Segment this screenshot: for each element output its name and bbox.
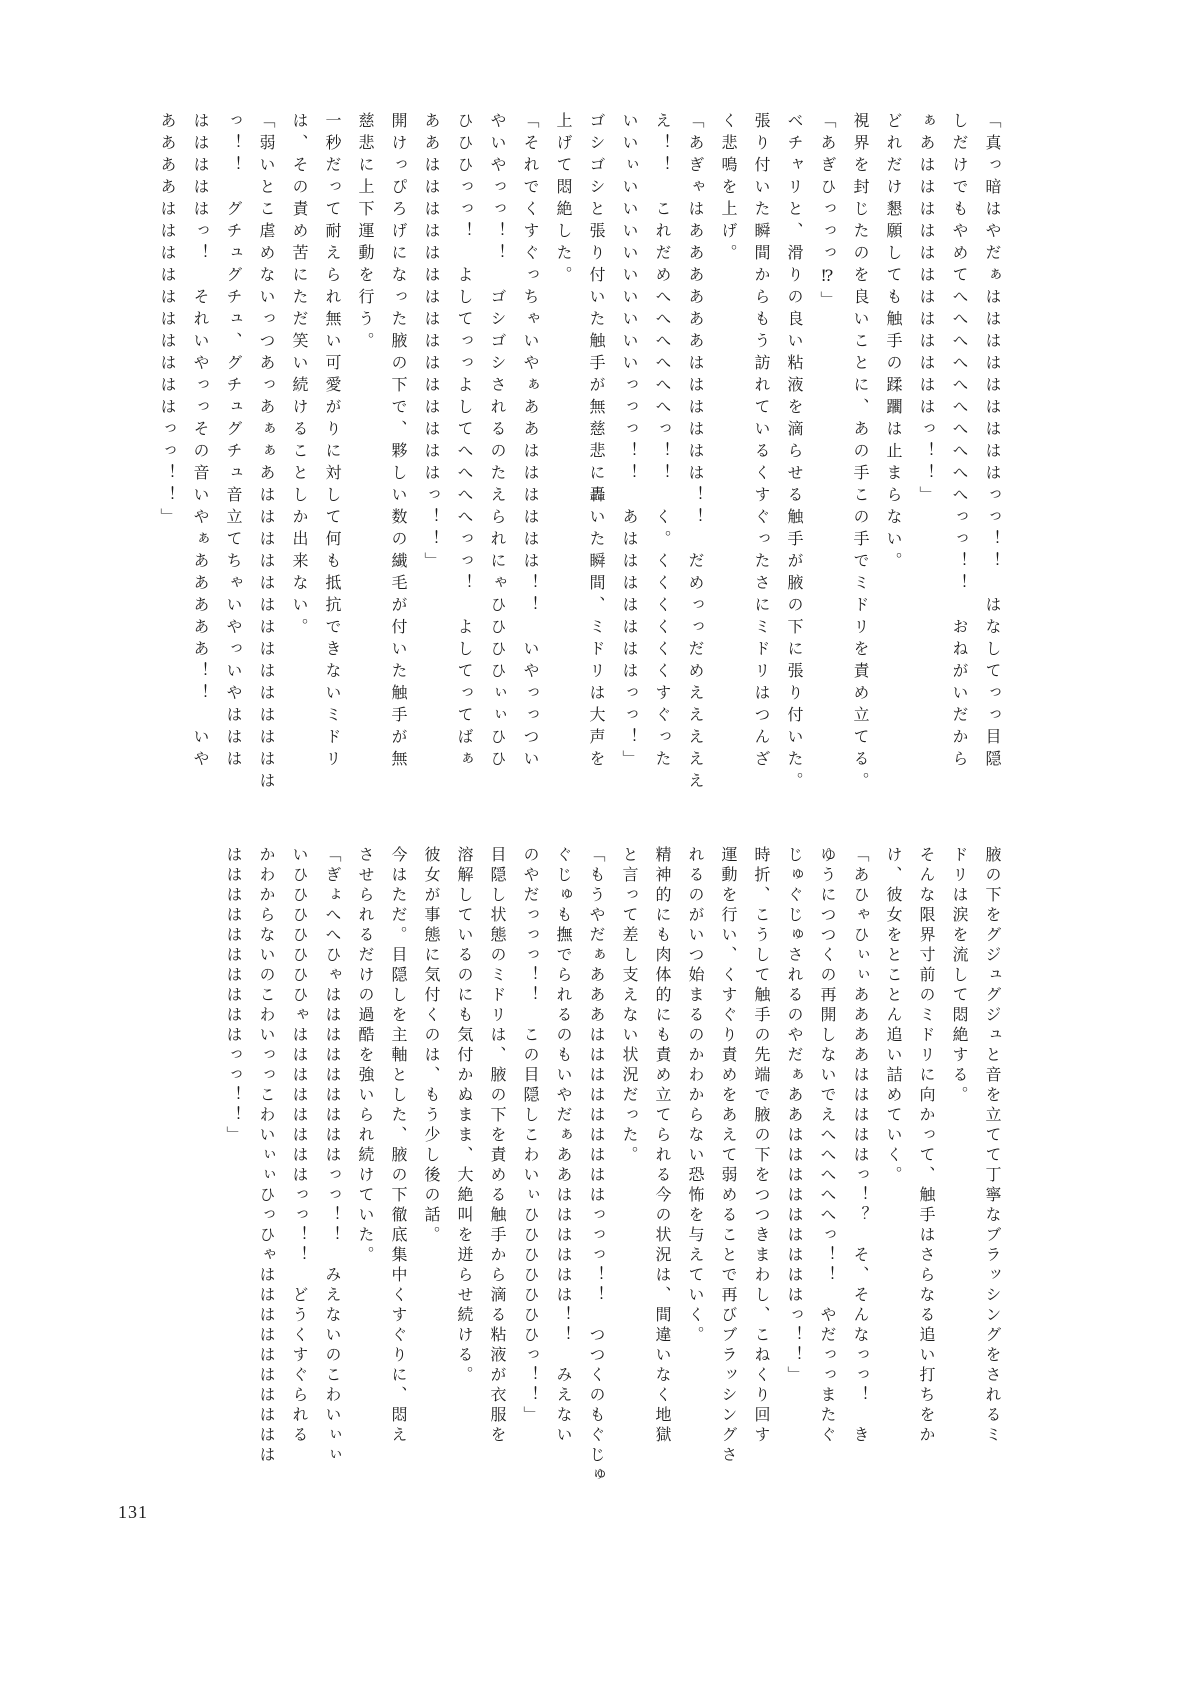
text-column: く悲鳴を上げ。 [719,112,736,266]
text-column: ゆうにつつくの再開しないでえへへへへへっ！！ やだっっまたぐ [818,846,835,1446]
text-column: いいぃいいいいいいいいいっっっ！！ あはははははははっっ！」 [620,112,637,772]
text-column: 「ぎょへへひゃはははははははははっっ！！ みえないのこわいぃぃ [323,846,340,1466]
text-column: そんな限界寸前のミドリに向かって、触手はさらなる追い打ちをか [917,846,934,1446]
text-column: ああああははははははははははっっ！！」 [158,112,175,530]
page-number: 131 [118,1502,148,1522]
text-column: 張り付いた瞬間からもう訪れているくすぐったさにミドリはつんざ [752,112,769,772]
text-column: え！！ これだめへへへへへへっ！！ く。くくくくくくすぐった [653,112,670,772]
text-column: じゅぐじゅされるのやだぁああはははははははははっ！！」 [785,846,802,1386]
text-column: 彼女が事態に気付くのは、もう少し後の話。 [422,846,439,1246]
text-column: 腋の下をグジュグジュと音を立てて丁寧なブラッシングをされるミ [983,846,1000,1446]
text-column: 「真っ暗はやだぁはははははははははっっ！！ はなしてっっ目隠 [983,112,1000,772]
text-column: ぐじゅも撫でられるのもいやだぁああはははははは！！ みえない [554,846,571,1446]
text-column: ひひひっっ！ よしてっっよしてへへへへっっ！ よしてってばぁ [455,112,472,772]
text-column: 上げて悶絶した。 [554,112,571,288]
text-column: 運動を行い、くすぐり責めをあえて弱めることで再びブラッシングさ [719,846,736,1466]
text-column: やいやっっ！！ ゴシゴシされるのたえられにゃひひひひぃぃひひ [488,112,505,772]
text-block-top [150,112,1008,826]
text-column: 時折、こうして触手の先端で腋の下をつつきまわし、こねくり回す [752,846,769,1446]
text-column: ぁあははははははははははははっ！！」 [917,112,934,508]
text-column: れるのがいつ始まるのかわからない恐怖を与えていく。 [686,846,703,1346]
text-column: 「弱いとこ虐めないっつあっあぁぁあはははははははははははははは [257,112,274,794]
text-column: 視界を封じたのを良いことに、あの手この手でミドリを責め立てる。 [851,112,868,794]
text-column: はははははっ！ それいやっっその音いやぁあああああ！！ いや [191,112,208,772]
text-column: 「あぎひっっっ⁉」 [818,112,835,313]
text-column: け、彼女をとことん追い詰めていく。 [884,846,901,1186]
text-column: 目隠し状態のミドリは、腋の下を責める触手から滴る粘液が衣服を [488,846,505,1446]
text-column: と言って差し支えない状況だった。 [620,846,637,1166]
text-column: 「あひゃひぃぃああああはははははっ！？ そ、そんなっっ！ き [851,846,868,1446]
text-column: 一秒だって耐えられ無い可愛がりに対して何も抵抗できないミドリ [323,112,340,772]
text-column: しだけでもやめてへへへへへへへへへへっっ！！ おねがいだから [950,112,967,772]
text-column: ああはははははははははははははははっ！！」 [422,112,439,574]
text-column: ゴシゴシと張り付いた触手が無慈悲に轟いた瞬間、ミドリは大声を [587,112,604,772]
text-column: 「それでくすぐっちゃいやぁああはははははは！！ いやっっつい [521,112,538,772]
text-column: ははははははははははっっ！！」 [224,846,241,1146]
text-column: 開けっぴろげになった腋の下で、夥しい数の繊毛が付いた触手が無 [389,112,406,772]
text-column: 「もうやだぁあああはははははははははっっっ！！ つつくのもぐじゅ [587,846,604,1486]
text-column: かわからないのこわいっっこわいぃぃひっひゃはははははははははは [257,846,274,1466]
text-column: のやだっっっ！！ この目隠しこわいぃひひひひひひひっ！！」 [521,846,538,1426]
text-column: 精神的にも肉体的にも責め立てられる今の状況は、間違いなく地獄 [653,846,670,1446]
text-column: ドリは涙を流して悶絶する。 [950,846,967,1106]
text-column: 「あぎゃはああああああはははははは！！ だめっっだめえええええ [686,112,703,794]
text-column: いひひひひひひひゃははははははははっっ！！ どうくすぐられる [290,846,307,1446]
text-column: は、その責め苦にただ笑い続けることしか出来ない。 [290,112,307,640]
text-column: 慈悲に上下運動を行う。 [356,112,373,354]
text-column: 溶解しているのにも気付かぬまま、大絶叫を迸らせ続ける。 [455,846,472,1386]
text-block-bottom [216,846,1008,1490]
text-column: どれだけ懇願しても触手の蹂躙は止まらない。 [884,112,901,574]
text-column: させられるだけの過酷を強いられ続けていた。 [356,846,373,1266]
text-column: ベチャリと、滑りの良い粘液を滴らせる触手が腋の下に張り付いた。 [785,112,802,794]
text-column: 今はただ。目隠しを主軸とした、腋の下徹底集中くすぐりに、悶え [389,846,406,1446]
text-column: っ！！ グチュグチュ、グチュグチュ音立てちゃいやっいやははは [224,112,241,772]
